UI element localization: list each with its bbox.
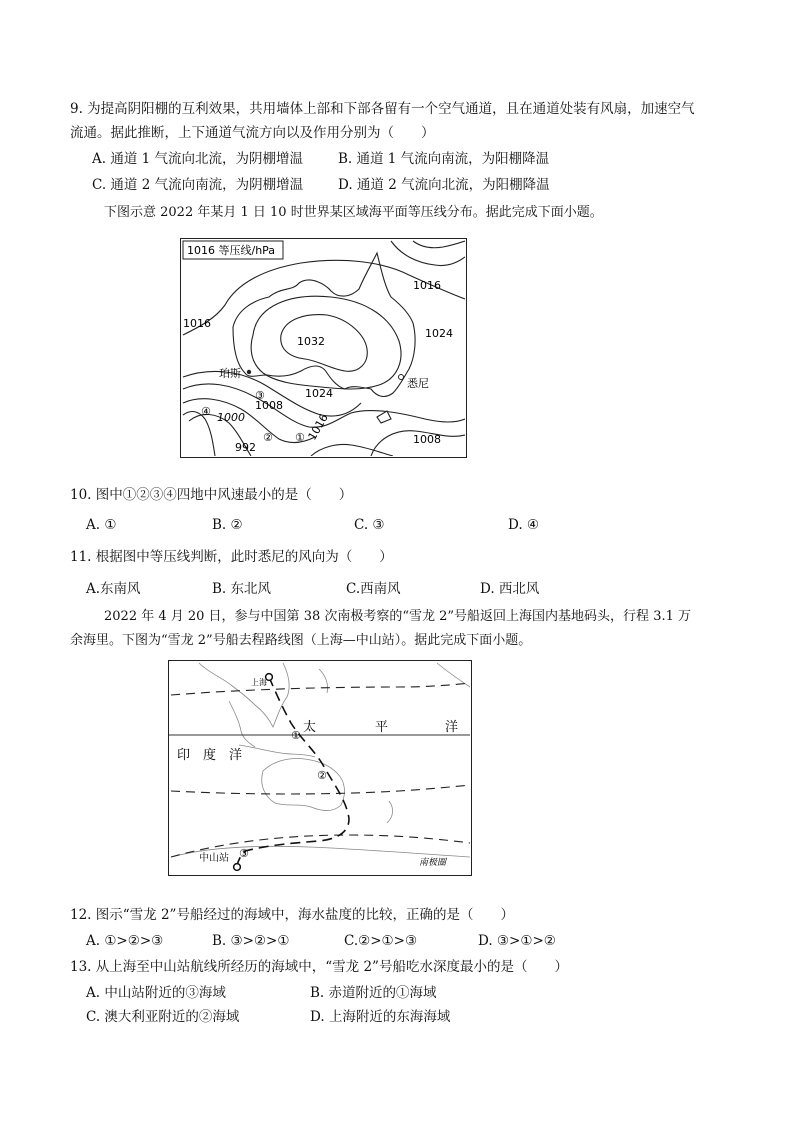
point-3: ③	[255, 389, 265, 402]
sydney-dot	[399, 375, 404, 380]
perth-dot	[247, 370, 251, 374]
label-1008-w: 1008	[255, 399, 283, 412]
q11-option-d[interactable]: D. 西北风	[480, 581, 540, 597]
q11-option-c[interactable]: C.西南风	[346, 581, 401, 597]
isobar-extra-2	[311, 444, 393, 456]
north-america-edge	[437, 663, 470, 687]
q9-stem-line2: 流通。据此推断，上下通道气流方向以及作用分别为（ ）	[70, 125, 435, 141]
q9-option-b[interactable]: B. 通道 1 气流向南流，为阳棚降温	[338, 151, 550, 167]
japan-outline	[319, 669, 328, 693]
label-pacific-1: 太	[303, 720, 317, 735]
q13-option-a[interactable]: A. 中山站附近的③海域	[86, 985, 226, 1001]
q10-option-a[interactable]: A. ①	[86, 517, 117, 533]
point-1: ①	[295, 431, 305, 444]
label-zhongshan: 中山站	[199, 853, 229, 864]
isobar-map-svg	[181, 239, 465, 456]
q13-option-c[interactable]: C. 澳大利亚附近的②海域	[86, 1009, 240, 1025]
label-1024-e: 1024	[425, 327, 453, 340]
label-992: 992	[235, 441, 256, 454]
q11-stem: 11. 根据图中等压线判断，此时悉尼的风向为（ ）	[70, 549, 393, 565]
label-1016-ne: 1016	[413, 279, 441, 292]
zhongshan-dot	[234, 864, 241, 871]
q9-option-c[interactable]: C. 通道 2 气流向南流，为阴棚增温	[92, 177, 304, 193]
label-shanghai: 上海	[251, 678, 267, 687]
australia-outline	[262, 759, 345, 811]
q9-stem-line1: 9. 为提高阴阳棚的互利效果，共用墙体上部和下部各留有一个空气通道，且在通道处装有风扇，加速空气	[70, 101, 695, 117]
point-4: ④	[201, 405, 211, 418]
label-pacific-2: 平	[375, 720, 389, 735]
map1-legend: 1016 等压线/hPa	[187, 244, 276, 257]
q12-option-c[interactable]: C.②>①>③	[344, 933, 418, 949]
new-zealand-outline	[387, 801, 393, 823]
q11-option-a[interactable]: A.东南风	[86, 581, 141, 597]
indochina-outline	[229, 701, 255, 747]
label-sydney: 悉尼	[407, 377, 429, 390]
q10-option-c[interactable]: C. ③	[354, 517, 385, 533]
isobar-1024-closed	[251, 296, 401, 389]
q9-option-a[interactable]: A. 通道 1 气流向北流，为阴棚增温	[92, 151, 304, 167]
q12-option-d[interactable]: D. ③>①>②	[478, 933, 556, 949]
q13-stem: 13. 从上海至中山站航线所经历的海域中，“雪龙 2”号船吃水深度最小的是（ ）	[70, 959, 568, 975]
q11-option-b[interactable]: B. 东北风	[212, 581, 272, 597]
q12-option-b[interactable]: B. ③>②>①	[212, 933, 290, 949]
label-1032: 1032	[297, 335, 325, 348]
label-perth: 珀斯	[219, 367, 241, 380]
point-2: ②	[263, 431, 273, 444]
q9-option-d[interactable]: D. 通道 2 气流向北流，为阳棚降温	[338, 177, 550, 193]
isobar-1016-outer	[183, 260, 465, 335]
isobar-map	[180, 238, 467, 458]
label-indian-ocean: 印 度 洋	[177, 748, 243, 763]
q10-option-d[interactable]: D. ④	[508, 517, 540, 533]
label-1024-s: 1024	[305, 387, 333, 400]
intro-route-line1: 2022 年 4 月 20 日，参与中国第 38 次南极考察的“雪龙 2”号船返回上海国内基地码头，行程 3.1 万	[104, 609, 691, 624]
q13-option-d[interactable]: D. 上海附近的东海海域	[310, 1009, 451, 1025]
route-point-3: ③	[239, 847, 249, 860]
q13-option-b[interactable]: B. 赤道附近的①海域	[310, 985, 437, 1001]
route-map-svg	[169, 661, 470, 874]
q10-stem: 10. 图中①②③④四地中风速最小的是（ ）	[70, 487, 353, 503]
tasmania-outline	[377, 411, 391, 423]
q12-option-a[interactable]: A. ①>②>③	[86, 933, 164, 949]
label-1016-w: 1016	[183, 317, 211, 330]
route-map	[168, 660, 472, 876]
asia-coastline	[199, 663, 289, 727]
q12-stem: 12. 图示“雪龙 2”号船经过的海域中，海水盐度的比较，正确的是（ ）	[70, 907, 514, 923]
intro-isobar-map: 下图示意 2022 年某月 1 日 10 时世界某区域海平面等压线分布。据此完成下面小题。	[104, 205, 603, 220]
q10-option-b[interactable]: B. ②	[212, 517, 243, 533]
label-1008-e: 1008	[413, 433, 441, 446]
indonesia-outline	[239, 745, 315, 757]
route-point-1: ①	[291, 729, 301, 742]
route-point-2: ②	[317, 769, 327, 782]
label-antarctic-circle: 南极圈	[419, 858, 447, 868]
intro-route-line2: 余海里。下图为“雪龙 2”号船去程路线图（上海—中山站）。据此完成下面小题。	[70, 633, 532, 648]
isobar-ne	[413, 241, 465, 248]
tropic-south	[171, 785, 470, 794]
label-pacific-3: 洋	[445, 720, 459, 735]
label-1016-s: 1016	[305, 411, 331, 443]
isobar-extra-1	[183, 412, 215, 456]
label-1000: 1000	[217, 411, 245, 424]
tropic-north	[171, 683, 470, 695]
